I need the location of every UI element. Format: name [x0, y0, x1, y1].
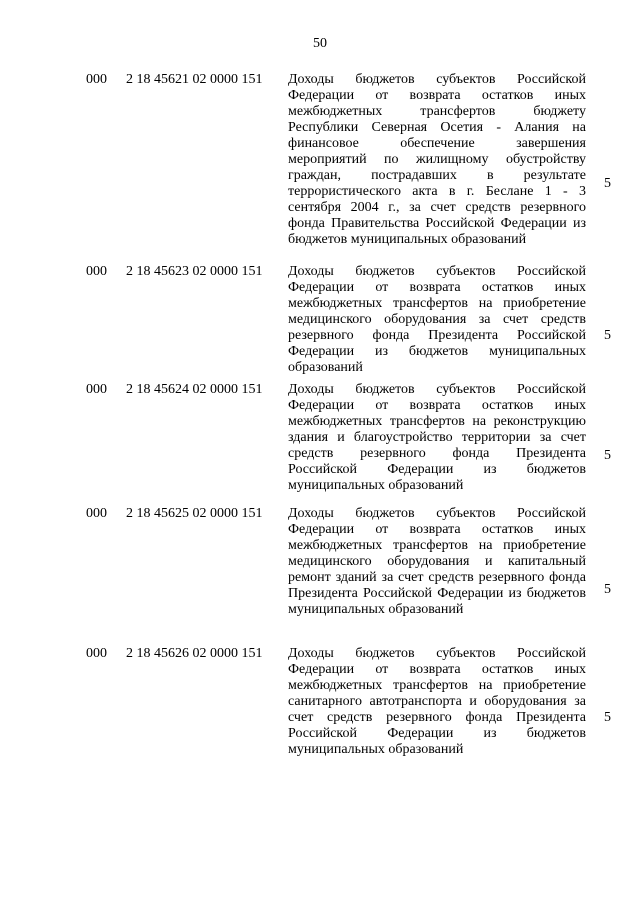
- income-description: Доходы бюджетов субъектов Российской Федерации от возврата остатков иных межбюджетных трансфертов на приобретение медицинского оборудования и капитальный ремонт зданий за счет средств резервного фонда Президента Российской Федерации из бюджетов муниципальных образований: [288, 506, 586, 617]
- kbk-code: 2 18 45626 02 0000 151: [126, 646, 263, 661]
- kbk-code: 2 18 45624 02 0000 151: [126, 382, 263, 397]
- distribution-norm: 5: [604, 176, 611, 191]
- distribution-norm: 5: [604, 328, 611, 343]
- income-description: Доходы бюджетов субъектов Российской Федерации от возврата остатков иных межбюджетных трансфертов на приобретение санитарного автотранспорта и оборудования за счет средств резервного фонда Президента Российской Федерации из бюджетов муниципальных образований: [288, 646, 586, 757]
- admin-code: 000: [86, 72, 107, 87]
- admin-code: 000: [86, 506, 107, 521]
- income-description: Доходы бюджетов субъектов Российской Федерации от возврата остатков иных межбюджетных трансфертов на реконструкцию здания и благоустройство территории за счет средств резервного фонда Президента Российской Федерации из бюджетов муниципальных образований: [288, 382, 586, 493]
- revenue-table: [0, 72, 640, 776]
- distribution-norm: 5: [604, 710, 611, 725]
- table-row: [0, 264, 640, 382]
- table-row: [0, 646, 640, 776]
- table-row: [0, 506, 640, 646]
- admin-code: 000: [86, 264, 107, 279]
- kbk-code: 2 18 45621 02 0000 151: [126, 72, 263, 87]
- income-description: Доходы бюджетов субъектов Российской Федерации от возврата остатков иных межбюджетных трансфертов бюджету Республики Северная Осетия - Алания на финансовое обеспечение завершения мероприятий по жилищному обустройству граждан, пострадавших в результате террористического акта в г. Беслане 1 - 3 сентября 2004 г., за счет средств резервного фонда Правительства Российской Федерации из бюджетов муниципальных образований: [288, 72, 586, 247]
- table-row: [0, 382, 640, 506]
- income-description: Доходы бюджетов субъектов Российской Федерации от возврата остатков иных межбюджетных трансфертов на приобретение медицинского оборудования за счет средств резервного фонда Президента Российской Федерации из бюджетов муниципальных образований: [288, 264, 586, 375]
- kbk-code: 2 18 45623 02 0000 151: [126, 264, 263, 279]
- kbk-code: 2 18 45625 02 0000 151: [126, 506, 263, 521]
- table-row: [0, 72, 640, 264]
- admin-code: 000: [86, 382, 107, 397]
- admin-code: 000: [86, 646, 107, 661]
- page-number: 50: [313, 36, 327, 51]
- distribution-norm: 5: [604, 448, 611, 463]
- distribution-norm: 5: [604, 582, 611, 597]
